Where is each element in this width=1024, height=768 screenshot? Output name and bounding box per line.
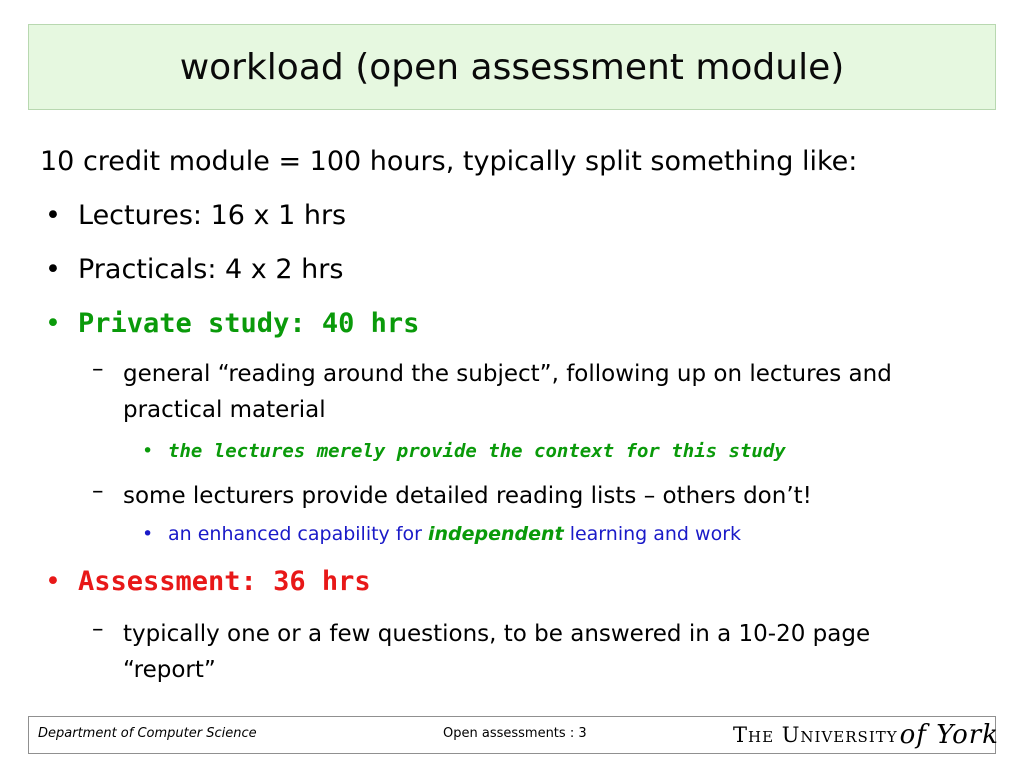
assessment-sub-1-text: typically one or a few questions, to be answered in a 10-20 page “report” bbox=[123, 621, 871, 683]
bullet-lectures-text: Lectures: 16 x 1 hrs bbox=[78, 200, 347, 231]
intro-line: 10 credit module = 100 hours, typically split something like: bbox=[40, 146, 858, 177]
bullet-marker: • bbox=[142, 440, 154, 462]
bullet-marker: • bbox=[45, 566, 61, 597]
bullet-marker: • bbox=[45, 254, 61, 285]
bullet-marker: • bbox=[45, 200, 61, 231]
bullet-private-study-text: Private study: 40 hrs bbox=[78, 308, 420, 339]
note-2-post: learning and work bbox=[563, 523, 742, 545]
private-study-sub-2-text: some lecturers provide detailed reading lists – others don’t! bbox=[123, 483, 812, 509]
private-study-sub-1-text: general “reading around the subject”, following up on lectures and practical material bbox=[123, 361, 892, 423]
bullet-marker: • bbox=[45, 308, 61, 339]
slide-title: workload (open assessment module) bbox=[179, 46, 845, 88]
logo-main-text: The University bbox=[733, 723, 898, 747]
logo-script-text: of York bbox=[899, 720, 999, 750]
bullet-practicals-text: Practicals: 4 x 2 hrs bbox=[78, 254, 344, 285]
footer-department: Department of Computer Science bbox=[38, 726, 257, 741]
bullet-assessment-text: Assessment: 36 hrs bbox=[78, 566, 371, 597]
university-logo bbox=[733, 719, 999, 751]
note-2-pre: an enhanced capability for bbox=[168, 523, 429, 545]
footer-slide-ref: Open assessments : 3 bbox=[443, 726, 587, 741]
dash-marker: – bbox=[92, 478, 104, 504]
note-2-emphasis: independent bbox=[428, 523, 564, 545]
footer-bar bbox=[28, 716, 999, 754]
dash-marker: – bbox=[92, 616, 104, 642]
private-study-note-2-text bbox=[168, 523, 741, 545]
private-study-note-1-text: the lectures merely provide the context for this study bbox=[168, 440, 786, 462]
bullet-marker: • bbox=[142, 523, 154, 545]
dash-marker: – bbox=[92, 356, 104, 382]
